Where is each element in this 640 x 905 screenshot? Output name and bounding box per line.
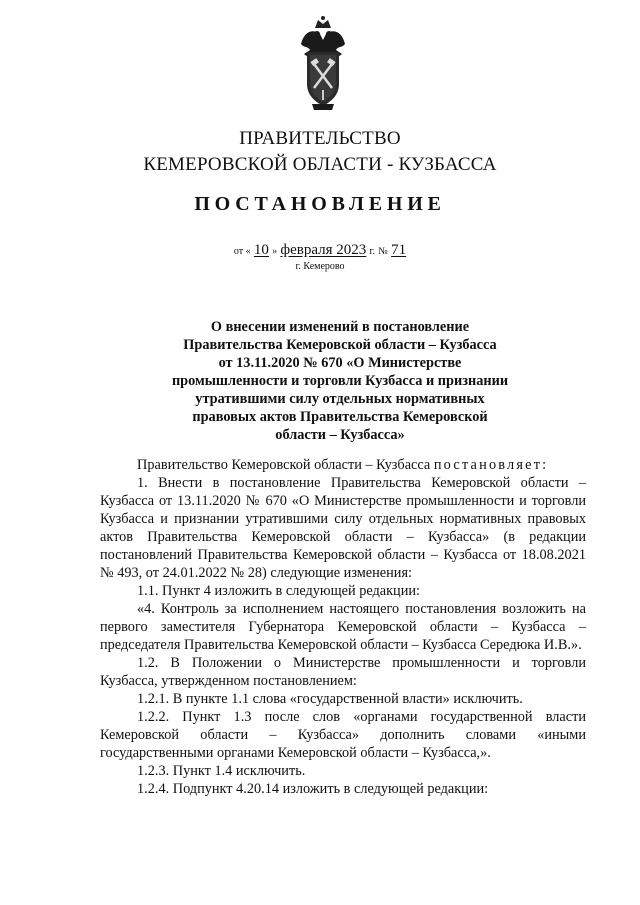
heading-line: промышленности и торговли Кузбасса и признании	[171, 373, 509, 389]
city-label: г. Кемерово	[295, 261, 345, 272]
paragraph-1-2-1: 1.2.1. В пункте 1.1 слова «государственной власти» исключить.	[137, 691, 523, 707]
intro-paragraph	[100, 456, 586, 474]
date-month-year: февраля 2023	[280, 242, 367, 258]
heading-line: Правительства Кемеровской области – Кузбасса	[183, 337, 497, 353]
government-title-line1: ПРАВИТЕЛЬСТВО	[239, 128, 401, 149]
paragraph-1-2-4: 1.2.4. Подпункт 4.20.14 изложить в следующей редакции:	[137, 781, 489, 797]
date-year-suffix: г.	[369, 246, 376, 257]
document-type-title: ПОСТАНОВЛЕНИЕ	[194, 193, 446, 215]
paragraph-1-1: 1.1. Пункт 4 изложить в следующей редакции:	[137, 583, 420, 599]
number-prefix: №	[378, 246, 388, 257]
heading-line: области – Кузбасса»	[275, 427, 405, 443]
date-day: 10	[253, 242, 269, 258]
dateline	[0, 242, 640, 259]
document-heading	[150, 318, 530, 444]
intro-text: Правительство Кемеровской области – Кузбасса	[137, 457, 431, 473]
document-number: 71	[391, 242, 407, 258]
paragraph-1: 1. Внести в постановление Правительства Кемеровской области – Кузбасса от 13.11.2020 № 670 «О Министерстве промышленности и торговли Кузбасса и признании утратившими силу отдельных нормативных правовых актов Правительства Кемеровской области – Кузбасса» (в редакции постановлений Правительства Кемеровской области – Кузбасса от 18.08.2021 № 493, от 24.01.2022 № 28) следующие изменения:	[100, 475, 586, 581]
government-title-line2: КЕМЕРОВСКОЙ ОБЛАСТИ - КУЗБАССА	[143, 154, 497, 175]
kemerovo-coat-of-arms-icon	[298, 14, 348, 114]
paragraph-1-2-3: 1.2.3. Пункт 1.4 исключить.	[137, 763, 306, 779]
document-body	[100, 456, 586, 798]
paragraph-1-2-2: 1.2.2. Пункт 1.3 после слов «органами государственной власти Кемеровской области – Кузбасса» дополнить словами «иными государственными органами Кемеровской области – Кузбасса,».	[100, 709, 586, 761]
heading-line: О внесении изменений в постановление	[210, 319, 470, 335]
heading-line: утратившими силу отдельных нормативных	[195, 391, 485, 407]
heading-line: правовых актов Правительства Кемеровской	[192, 409, 488, 425]
paragraph-1-2: 1.2. В Положении о Министерстве промышленности и торговли Кузбасса, утвержденном постановлением:	[100, 655, 586, 689]
date-prefix: от «	[233, 246, 251, 257]
paragraph-1-1-quote: «4. Контроль за исполнением настоящего постановления возложить на первого заместителя Губернатора Кемеровской области – Кузбасса – председателя Правительства Кемеровской области – Кузбасса Середюка И.В.».	[100, 601, 586, 653]
heading-line: от 13.11.2020 № 670 «О Министерстве	[218, 355, 462, 371]
intro-resolves: постановляет:	[433, 457, 549, 473]
date-mid: »	[272, 246, 278, 257]
